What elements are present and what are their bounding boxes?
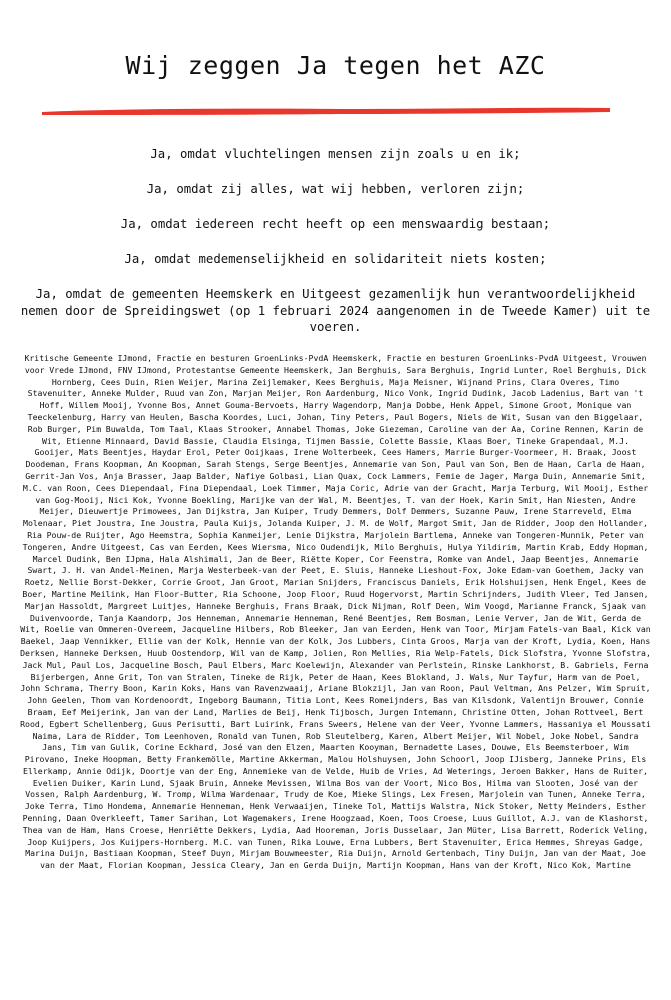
title-underline bbox=[40, 104, 612, 118]
statement-item: Ja, omdat iedereen recht heeft op een menswaardig bestaan; bbox=[120, 217, 551, 231]
statements-list bbox=[0, 146, 671, 355]
statement-item: Ja, omdat vluchtelingen mensen zijn zoals u en ik; bbox=[150, 147, 521, 161]
page-title: Wij zeggen Ja tegen het AZC bbox=[125, 51, 546, 80]
statement-item: Ja, omdat de gemeenten Heemskerk en Uitgeest gezamenlijk hun verantwoordelijkheid nemen door de Spreidingswet (op 1 februari 2024 aangenomen in de Tweede Kamer) uit te voeren. bbox=[20, 287, 651, 334]
statement-item: Ja, omdat zij alles, wat wij hebben, verloren zijn; bbox=[146, 182, 525, 196]
red-brush-stroke bbox=[42, 108, 610, 115]
statement-item: Ja, omdat medemenselijkheid en solidariteit niets kosten; bbox=[124, 252, 547, 266]
signatories-list: Kritische Gemeente IJmond, Fractie en besturen GroenLinks-PvdA Heemskerk, Fractie en besturen GroenLinks-PvdA Uitgeest, Vrouwen voor Vrede IJmond, FNV IJmond, Protestantse Gemeente Heemskerk, Jan Berghuis, Sara Berghuis, Ingrid Lunter, Roel Berghuis, Dick Hornberg, Cees Duin, Rien Weijer, Marina Zeijlemaker, Kees Berghuis, Maja Meisner, Wijnand Prins, Clara Overes, Timo Stavenuiter, Anneke Mulder, Ruud van Zon, Marjan Meijer, Ron Aardenburg, Nico Vonk, Ingrid Dudink, Jacob Ladenius, Bart van 't Hoff, Willem Mooij, Yvonne Bos, Annet Gouma-Bervoets, Harry Wagendorp, Manja Dobbe, Henk Appel, Simone Groot, Monique van Teeckelenburg, Harry van Heulen, Bascha Koordes, Luci, Johan, Tiny Peters, Paul Bogers, Niels de Wit, Susan van den Biggelaar, Rob Burger, Pim Buwalda, Tom Taal, Klaas Strooker, Annabel Thomas, Joke Giezeman, Caroline van der Aa, Corine Rennen, Karin de Wit, Etienne Minnaard, David Bassie, Claudia Elsinga, Tijmen Bassie, Colette Bassie, Klaas Boer, Tineke Grapendaal, M.J. Gooijer, Mats Beentjes, Haydar Erol, Peter Ooijkaas, Irene Wolterbeek, Cees Hamers, Marrie Burger-Voormeer, H. Braak, Joost Doodeman, Frans Koopman, An Koopman, Sarah Stengs, Serge Beentjes, Annemarie van Son, Paul van Son, Ben de Haan, Carla de Haan, Gerrit-Jan Vos, Anja Brasser, Jaap Balder, Nafiye Golbasi, Lian Quax, Cock Lammers, Femie de Jager, Marga Duin, Annemarie Smit, M.C. van Roon, Cees Diependaal, Fina Diependaal, Loek Timmer, Maja Coric, Adrie van der Gracht, Marja Terburg, Wil Mooij, Esther van Gog-Mooij, Nici Kok, Yvonne Boekling, Marijke van der Wal, M. Beentjes, T. van der Hoek, Karin Smit, Han Niesten, Andre Meijer, Dieuwertje Primowees, Jan Dijkstra, Jan Kuiper, Trudy Demmers, Dolf Demmers, Suzanne Pauw, Irene Starreveld, Elma Molenaar, Piet Joustra, Ine Joustra, Paula Kuijs, Jolanda Kuiper, J. M. de Wolf, Margot Smit, Jan de Ridder, Joop den Hollander, Ria Pouw-de Ruijter, Ago Heemstra, Sophia Kanmeijer, Lenie Dijkstra, Marjolein Bartlema, Anneke van Tongeren-Munnik, Peter van Tongeren, Andre Uitgeest, Cas van Eerden, Kees Wiersma, Nico Oudendijk, Milo Berghuis, Hulya Yildirim, Martin Krab, Eddy Hopman, Marcel Dudink, Ben IJpma, Hala Alshimali, Jan de Beer, Riëtte Koper, Cor Feenstra, Romke van Andel, Jaap Beentjes, Annemarie Swart, J. H. van Andel-Meinen, Marja Westerbeek-van der Peet, E. Sluis, Hanneke Lieshout-Fox, Joke Edam-van Goethem, Jacky van Roetz, Nellie Borst-Dekker, Corrie Groot, Jan Groot, Marian Snijders, Franciscus Daniels, Erik Holshuijsen, Henk Engel, Kees de Boer, Martine Meilink, Han Floor-Butter, Ria Schoone, Joop Floor, Ruud Hogervorst, Martin Schrijnders, Judith Vleer, Ted Jansen, Marjan Hassoldt, Margreet Luitjes, Hanneke Berghuis, Frans Braak, Dick Nijman, Rolf Deen, Wim Voogd, Marianne Franck, Sjaak van Duivenvoorde, Tanja Kaandorp, Jos Henneman, Annemarie Henneman, René Beentjes, Rem Bosman, Lenie Verver, Jan de Wit, Gerda de Wit, Roelie van Ommeren-Overeem, Jacqueline Hilbers, Rob Bleeker, Jan van Eerden, Henk van Toor, Mirjam Fatels-van Baal, Kick van Baekel, Jaap Vennikker, Ellie van der Kolk, Hennie van der Kolk, Jos Lubbers, Cinta Groos, Marja van der Kroft, Lydia, Koen, Hans Derksen, Hanneke Derksen, Huub Oostendorp, Wil van de Kamp, Jolien, Ron Mellies, Ria Welp-Fatels, Dick Slofstra, Yvonne Slofstra, Jack Mul, Paul Los, Jacqueline Bosch, Paul Elbers, Marc Koelewijn, Alexander van Perlstein, Rinske Lankhorst, B. Gabriels, Ferna Bijerbergen, Anne Grit, Ton van Stralen, Tineke de Rijk, Peter de Haan, Kees Blokland, J. Wals, Nur Tayfur, Harm van de Poel, John Schrama, Therry Boon, Karin Koks, Hans van Ravenzwaaij, Ariane Blokzijl, Jan van Roon, Paul Veltman, Ans Pelzer, Wim Spruit, John Geelen, Thom van Kordenoordt, Ingeborg Baumann, Titia Lont, Kees Romeijnders, Bas van Kilsdonk, Valentijn Brouwer, Connie Braam, Eef Meijerink, Jan van der Land, Marlies de Beij, Henk Tijbosch, Jurgen Intemann, Christine Otten, Johan Rottveel, Bert Rood, Egbert Schellenberg, Guus Perisutti, Bart Luirink, Frans Sweers, Helene van der Veer, Yvonne Lammers, Hassaniya el Moussati Naima, Lara de Ridder, Tom Leenhoven, Ronald van Tunen, Rob Sleutelberg, Karen, Albert Meijer, Wil Nobel, Joke Nobel, Sandra Jans, Tim van Gulik, Corine Eckhard, José van den Elzen, Maarten Kooyman, Bernadette Lases, Douwe, Els Beemsterboer, Wim Pirovano, Ineke Hoopman, Betty Frankemölle, Martine Akkerman, Malou Holshuysen, John Schoorl, Joop IJisberg, Janneke Prins, Els Ellerkamp, Annie Odijk, Doortje van der Eng, Annemieke van de Velde, Huib de Vries, Ad Weterings, Jeroen Bakker, Hans de Ruiter, Evelien Duiker, Karin Lund, Sjaak Bruin, Anneke Mevissen, Wilma Bos van der Voort, Nico Bos, Hilma van Slooten, José van der Vossen, Ralph Aardenburg, W. Tromp, Wilma Wardenaar, Trudy de Koe, Mieke Slings, Lex Fresen, Marjolein van Tunen, Anneke Terra, Joke Terra, Timo Hondema, Annemarie Henneman, Henk Verwaaijen, Tineke Tol, Mattijs Walstra, Nick Stoker, Netty Meinders, Esther Penning, Daan Overkleeft, Tamer Sarihan, Lot Wagemakers, Irene Hoogzaad, Koen, Toos Croese, Luus Guillot, A.J. van de Klashorst, Thea van de Ham, Hans Croese, Henriëtte Dekkers, Lydia, Aad Hooreman, Joris Dusselaar, Jan Müter, Lisa Barrett, Roderick Veling, Joop Kuijpers, Jos Kuijpers-Hornberg. M.C. van Tunen, Rika Louwe, Erna Lubbers, Bert Stavenuiter, Erica Hemmes, Shreyas Gadge, Marina Duijn, Bastiaan Koopman, Steef Duyn, Mirjam Bouwmeester, Ria Duijn, Arnold Gertenbach, Tiny Duijn, Jan van der Maat, Joe van der Maat, Florian Koopman, Jessica Cleary, Jan en Gerda Duijn, Martijn Koopman, Hans van der Kroft, Nico Kok, Martine bbox=[20, 353, 651, 871]
